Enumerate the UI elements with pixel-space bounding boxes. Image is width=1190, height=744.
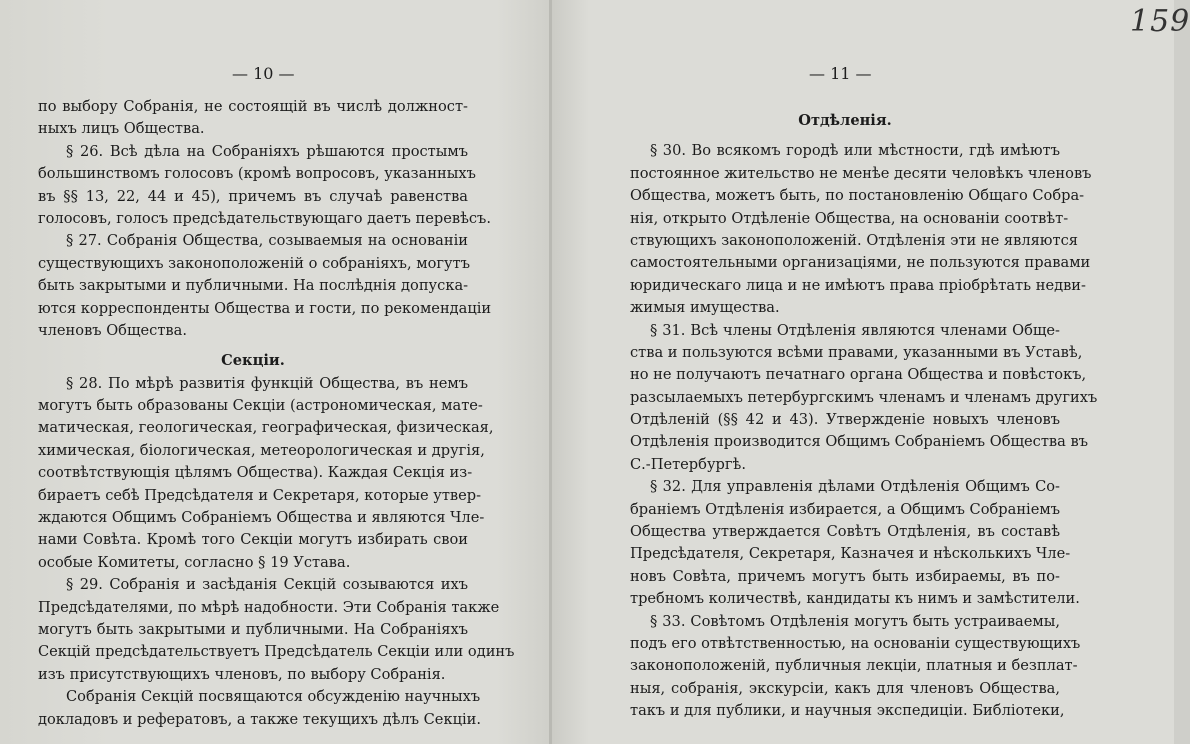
text-line: докладовъ и рефератовъ, а также текущихъ дѣлъ Секціи. <box>38 710 481 728</box>
text-line: большинствомъ голосовъ (кромѣ вопросовъ, указанныхъ <box>38 165 476 183</box>
text-line: ныя, собранія, экскурсіи, какъ для членовъ Общества, <box>630 679 1060 697</box>
text-line: самостоятельными организаціями, не пользуются правами <box>630 254 1091 272</box>
text-line: Предсѣдателями, по мѣрѣ надобности. Эти Собранія также <box>38 598 500 616</box>
section-heading-sections: Секціи. <box>221 352 285 370</box>
text-line: химическая, біологическая, метеорологическая и другія, <box>38 441 485 459</box>
text-line: ются корреспонденты Общества и гости, по рекомендаціи <box>38 299 492 317</box>
text-line: особые Комитеты, согласно § 19 Устава. <box>38 553 351 571</box>
text-line: Отдѣленія производится Общимъ Собраніемъ Общества въ <box>630 433 1088 451</box>
right-page-text <box>630 110 1098 723</box>
text-line: § 30. Во всякомъ городѣ или мѣстности, гдѣ имѣютъ <box>650 142 1060 160</box>
text-line: голосовъ, голосъ предсѣдательствующаго даетъ перевѣсъ. <box>38 209 491 227</box>
text-line: нами Совѣта. Кромѣ того Секціи могутъ избирать свои <box>38 531 468 549</box>
text-line: Общества утверждается Совѣтъ Отдѣленія, въ составѣ <box>630 523 1060 541</box>
text-line: Предсѣдателя, Секретаря, Казначея и нѣсколькихъ Чле- <box>630 545 1071 563</box>
text-line: § 28. По мѣрѣ развитія функцій Общества, въ немъ <box>66 374 468 392</box>
text-line: законоположеній, публичныя лекціи, платныя и безплат- <box>630 657 1078 675</box>
text-line: Отдѣленій (§§ 42 и 43). Утвержденіе новыхъ членовъ <box>630 411 1060 429</box>
text-line: ныхъ лицъ Общества. <box>38 120 205 138</box>
page-number-right: — 11 — <box>809 64 872 83</box>
page-number-left: — 10 — <box>232 64 295 83</box>
text-line: С.-Петербургѣ. <box>630 455 746 473</box>
section-heading-branches: Отдѣленія. <box>798 112 892 129</box>
text-line: новъ Совѣта, причемъ могутъ быть избираемы, въ по- <box>630 567 1060 585</box>
text-line: быть закрытыми и публичными. На послѣднія допуска- <box>38 277 469 295</box>
text-line: жимыя имущества. <box>630 299 780 317</box>
text-line: изъ присутствующихъ членовъ, по выбору Собранія. <box>38 665 446 683</box>
text-line: браніемъ Отдѣленія избирается, а Общимъ Собраніемъ <box>630 500 1060 518</box>
text-line: ждаются Общимъ Собраніемъ Общества и являются Чле- <box>38 509 485 527</box>
text-line: § 32. Для управленія дѣлами Отдѣленія Общимъ Со- <box>650 478 1060 496</box>
text-line: по выбору Собранія, не состоящій въ числѣ должност- <box>38 98 468 115</box>
text-line: § 31. Всѣ члены Отдѣленія являются членами Обще- <box>650 321 1060 339</box>
text-line: матическая, геологическая, географическая, физическая, <box>38 419 494 437</box>
archive-handwritten-number: 159 <box>1130 4 1190 39</box>
text-line: бираетъ себѣ Предсѣдателя и Секретаря, которые утвер- <box>38 486 482 504</box>
text-line: Секцій предсѣдательствуетъ Предсѣдатель Секціи или одинъ <box>38 643 515 661</box>
text-line: постоянное жительство не менѣе десяти человѣкъ членовъ <box>630 164 1092 182</box>
text-line: ства и пользуются всѣми правами, указанными въ Уставѣ, <box>630 343 1083 361</box>
text-line: юридическаго лица и не имѣютъ права пріобрѣтать недви- <box>630 276 1086 294</box>
text-line: но не получаютъ печатнаго органа Общества и повѣстокъ, <box>630 366 1087 384</box>
text-line: § 29. Собранія и засѣданія Секцій созываются ихъ <box>66 576 468 594</box>
right-page <box>552 0 1174 744</box>
text-line: соотвѣтствующія цѣлямъ Общества). Каждая Секція из- <box>38 464 473 482</box>
text-line: требномъ количествѣ, кандидаты къ нимъ и замѣстители. <box>630 590 1080 608</box>
text-line: нія, открыто Отдѣленіе Общества, на основаніи соотвѣт- <box>630 209 1069 227</box>
text-line: § 33. Совѣтомъ Отдѣленія могутъ быть устраиваемы, <box>650 612 1060 630</box>
text-line: § 27. Собранія Общества, созываемыя на основаніи <box>66 232 468 250</box>
left-page-text <box>38 96 515 731</box>
text-line: разсылаемыхъ петербургскимъ членамъ и членамъ другихъ <box>630 388 1098 406</box>
text-line: въ §§ 13, 22, 44 и 45), причемъ въ случаѣ равенства <box>38 187 468 205</box>
text-line: могутъ быть закрытыми и публичными. На Собраніяхъ <box>38 620 468 638</box>
text-line: членовъ Общества. <box>38 321 187 339</box>
text-line: такъ и для публики, и научныя экспедиціи. Библіотеки, <box>630 702 1065 720</box>
text-line: подъ его отвѣтственностью, на основаніи существующихъ <box>630 634 1081 652</box>
text-line: существующихъ законоположеній о собраніяхъ, могутъ <box>38 254 470 272</box>
text-line: могутъ быть образованы Секціи (астрономическая, мате- <box>38 397 483 415</box>
text-line: ствующихъ законоположеній. Отдѣленія эти не являются <box>630 231 1078 249</box>
left-page <box>0 0 552 744</box>
text-line: Собранія Секцій посвящаются обсужденію научныхъ <box>66 688 481 706</box>
text-line: § 26. Всѣ дѣла на Собраніяхъ рѣшаются простымъ <box>66 142 468 160</box>
text-line: Общества, можетъ быть, по постановленію Общаго Собра- <box>630 187 1085 205</box>
